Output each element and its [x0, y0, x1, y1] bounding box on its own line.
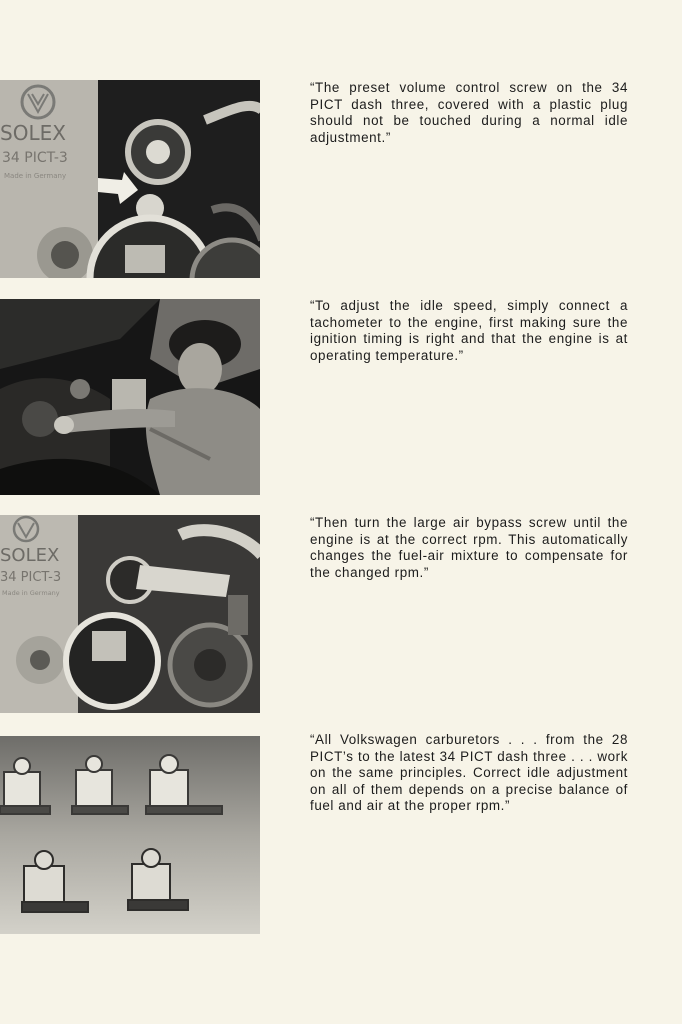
caption-3: “Then turn the large air bypass screw until the engine is at the correct rpm. This automatically changes the fuel-air mixture to compensate for the changed rpm.” [310, 515, 628, 580]
solex-label: SOLEX [0, 121, 66, 145]
tachometer [112, 379, 146, 411]
solex-label: SOLEX [0, 545, 60, 566]
photo-mechanic-adjusting-idle [0, 299, 260, 495]
photo-carburetor-volume-screw [0, 80, 260, 278]
photo-air-bypass-screw [0, 515, 260, 713]
caption-1: “The preset volume control screw on the 34 PICT dash three, covered with a plastic plug should not be touched during a normal idle adjustment.” [310, 80, 628, 145]
caption-2: “To adjust the idle speed, simply connect a tachometer to the engine, first making sure the ignition timing is right and that the engine is at operating temperature.” [310, 298, 628, 363]
origin-label: Made in Germany [2, 589, 60, 597]
model-label: 34 PICT-3 [2, 150, 68, 166]
photo-carburetor-lineup [0, 736, 260, 934]
caption-4: “All Volkswagen carburetors . . . from the 28 PICT’s to the latest 34 PICT dash three . . . work on the same principles. Correct idle adjustment on all of them depends on a precise balance of fuel and air at the proper rpm.” [310, 732, 628, 814]
model-label: 34 PICT-3 [0, 570, 62, 585]
origin-label: Made in Germany [4, 172, 67, 180]
